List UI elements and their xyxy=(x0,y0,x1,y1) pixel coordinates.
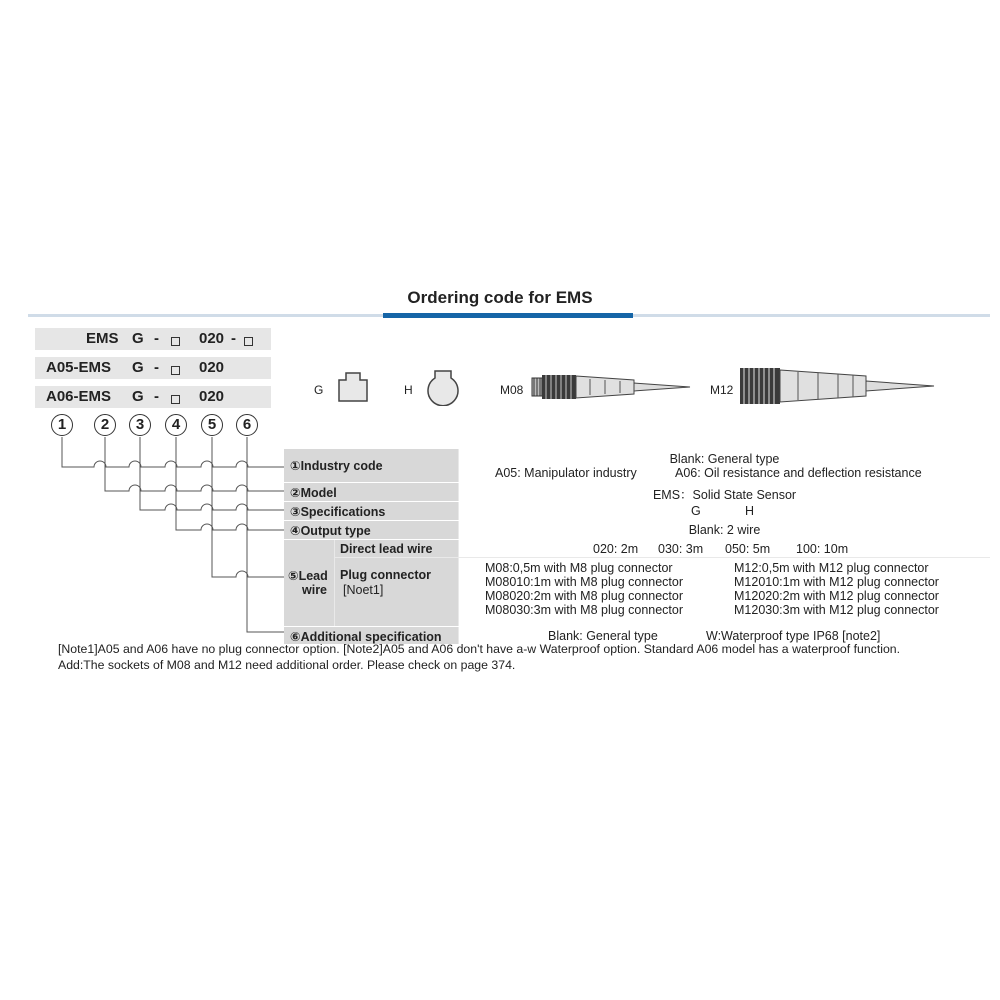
m8-option: M08:0,5m with M8 plug connector xyxy=(485,561,673,575)
m12-option: M12:0,5m with M12 plug connector xyxy=(734,561,929,575)
m12-option: M12010:1m with M12 plug connector xyxy=(734,575,939,589)
model-header: ②Model xyxy=(290,486,337,500)
code-dash: - xyxy=(154,359,159,376)
plug-connector-label: Plug connector xyxy=(340,568,431,582)
m12-connector-icon xyxy=(738,364,938,408)
additional-waterproof: W:Waterproof type IP68 [note2] xyxy=(706,629,881,643)
row-model xyxy=(284,483,990,501)
m8-option: M08010:1m with M8 plug connector xyxy=(485,575,684,589)
m8-option: M08030:3m with M8 plug connector xyxy=(485,603,684,617)
row-output-type xyxy=(284,521,990,539)
industry-code-header: ①Industry code xyxy=(290,459,383,473)
industry-a05: A05: Manipulator industry xyxy=(495,466,637,480)
row-lead-wire xyxy=(284,540,990,626)
spec-h: H xyxy=(745,504,755,518)
code-spec: G xyxy=(132,330,144,347)
callout-2: 2 xyxy=(94,414,116,436)
direct-value-030: 030: 3m xyxy=(658,542,704,556)
code-dash: - xyxy=(154,330,159,347)
industry-a06: A06: Oil resistance and deflection resistance xyxy=(675,466,922,480)
additional-specification-header: ⑥Additional specification xyxy=(290,630,442,644)
code-lead: 020 xyxy=(199,330,225,347)
direct-value-050: 050: 5m xyxy=(725,542,771,556)
code-dash: - xyxy=(154,388,159,405)
code-prefix: A06-EMS xyxy=(46,388,112,405)
direct-lead-wire-label: Direct lead wire xyxy=(340,542,433,556)
note-2: Add:The sockets of M08 and M12 need additional order. Please check on page 374. xyxy=(58,658,516,672)
code-prefix: A05-EMS xyxy=(46,359,112,376)
callout-6: 6 xyxy=(236,414,258,436)
additional-blank: Blank: General type xyxy=(548,629,658,643)
code-spec: G xyxy=(132,388,144,405)
industry-blank: Blank: General type xyxy=(669,452,780,466)
specifications-header: ③Specifications xyxy=(290,505,386,519)
callout-4: 4 xyxy=(165,414,187,436)
spec-g: G xyxy=(691,504,701,518)
g-shape-icon xyxy=(336,370,370,404)
direct-value-020: 020: 2m xyxy=(593,542,639,556)
m08-connector-icon xyxy=(530,368,695,404)
h-label: H xyxy=(404,383,413,397)
lead-wire-header-line2: wire xyxy=(302,583,328,597)
h-shape-icon xyxy=(425,368,461,406)
code-prefix: EMS xyxy=(86,330,119,347)
lead-wire-header: ⑤Lead xyxy=(288,569,328,583)
m12-option: M12030:3m with M12 plug connector xyxy=(734,603,939,617)
code-lead: 020 xyxy=(199,388,225,405)
row-specifications xyxy=(284,502,990,520)
code-spec: G xyxy=(132,359,144,376)
callout-5: 5 xyxy=(201,414,223,436)
m8-option: M08020:2m with M8 plug connector xyxy=(485,589,684,603)
plug-connector-note: [Noet1] xyxy=(343,583,384,597)
row-industry-code xyxy=(284,449,990,482)
output-type-header: ④Output type xyxy=(290,524,371,538)
m08-label: M08 xyxy=(500,383,524,397)
direct-value-100: 100: 10m xyxy=(796,542,849,556)
callout-1: 1 xyxy=(51,414,73,436)
g-label: G xyxy=(314,383,324,397)
model-value: EMS：Solid State Sensor xyxy=(652,488,797,502)
code-dash: - xyxy=(231,330,236,347)
note-1: [Note1]A05 and A06 have no plug connector option. [Note2]A05 and A06 don't have a-w Waterproof option. Standard A06 model has a waterproof function. xyxy=(58,642,901,656)
m12-label: M12 xyxy=(710,383,734,397)
m12-option: M12020:2m with M12 plug connector xyxy=(734,589,939,603)
page-title: Ordering code for EMS xyxy=(407,288,593,307)
output-type-value: Blank: 2 wire xyxy=(688,523,761,537)
code-lead: 020 xyxy=(199,359,225,376)
callout-3: 3 xyxy=(129,414,151,436)
